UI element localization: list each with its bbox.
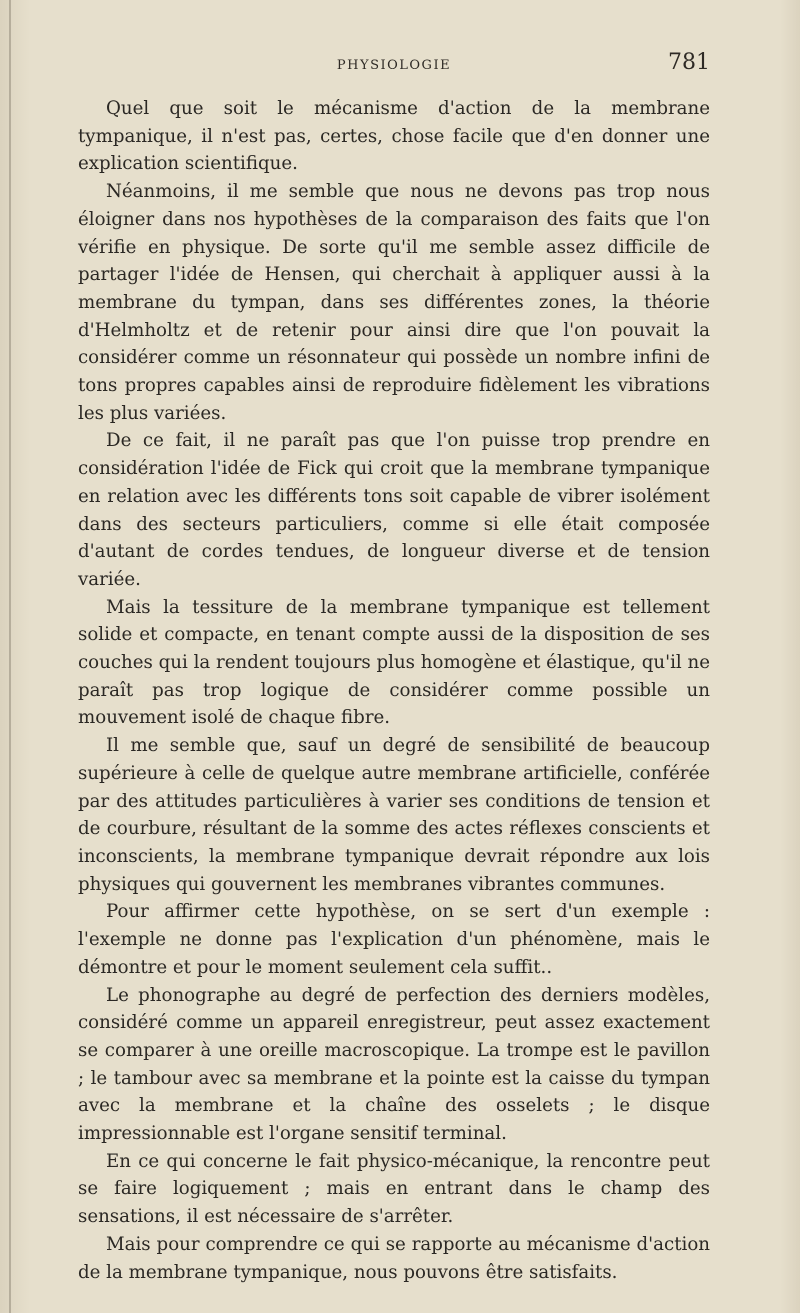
paragraph: Mais la tessiture de la membrane tympanique est tellement solide et compacte, en tenant compte aussi de la disposition de ses couches qui la rendent toujours plus homogène et élastique, qu'il ne paraît pas trop logique de considérer comme possible un mouvement isolé de chaque fibre.: [78, 596, 710, 729]
body-text: [78, 95, 710, 1286]
paragraph: Pour affirmer cette hypothèse, on se sert d'un exemple : l'exemple ne donne pas l'explication d'un phénomène, mais le démontre et pour le moment seulement cela suffit..: [78, 901, 710, 978]
paragraph: Quel que soit le mécanisme d'action de la membrane tympanique, il n'est pas, certes, chose facile que d'en donner une explication scientifique.: [78, 98, 710, 175]
paragraph: Le phonographe au degré de perfection des derniers modèles, considéré comme un appareil enregistreur, peut assez exactement se comparer à une oreille macroscopique. La trompe est le pavillon ; le tambour avec sa membrane et la pointe est la caisse du tympan avec la membrane et la chaîne des osselets ; le disque impressionnable est l'organe sensitif terminal.: [78, 984, 710, 1145]
paragraph: De ce fait, il ne paraît pas que l'on puisse trop prendre en considération l'idée de Fick qui croit que la membrane tympanique en relation avec les différents tons soit capable de vibrer isolément dans des secteurs particuliers, comme si elle était composée d'autant de cordes tendues, de longueur diverse et de tension variée.: [78, 430, 710, 590]
page-number: 781: [668, 50, 710, 75]
paragraph: Mais pour comprendre ce qui se rapporte au mécanisme d'action de la membrane tympanique, nous pouvons être satisfaits.: [78, 1233, 710, 1283]
page-header: [78, 48, 710, 88]
running-head: PHYSIOLOGIE: [336, 58, 452, 73]
page-edge-line: [9, 0, 11, 1313]
paragraph: Néanmoins, il me semble que nous ne devons pas trop nous éloigner dans nos hypothèses de la comparaison des faits que l'on vérifie en physique. De sorte qu'il me semble assez difficile de partager l'idée de Hensen, qui cherchait à appliquer aussi à la membrane du tympan, dans ses différentes zones, la théorie d'Helmholtz et de retenir pour ainsi dire que l'on pouvait la considérer comme un résonnateur qui possède un nombre infini de tons propres capables ainsi de reproduire fidèlement les vibrations les plus variées.: [78, 181, 710, 424]
paragraph: Il me semble que, sauf un degré de sensibilité de beaucoup supérieure à celle de quelque autre membrane artificielle, conférée par des attitudes particulières à varier ses conditions de tension et de courbure, résultant de la somme des actes réflexes conscients et inconscients, la membrane tympanique devrait répondre aux lois physiques qui gouvernent les membranes vibrantes communes.: [78, 735, 710, 895]
paragraph: En ce qui concerne le fait physico-mécanique, la rencontre peut se faire logiquement ; mais en entrant dans le champ des sensations, il est nécessaire de s'arrêter.: [78, 1150, 710, 1228]
